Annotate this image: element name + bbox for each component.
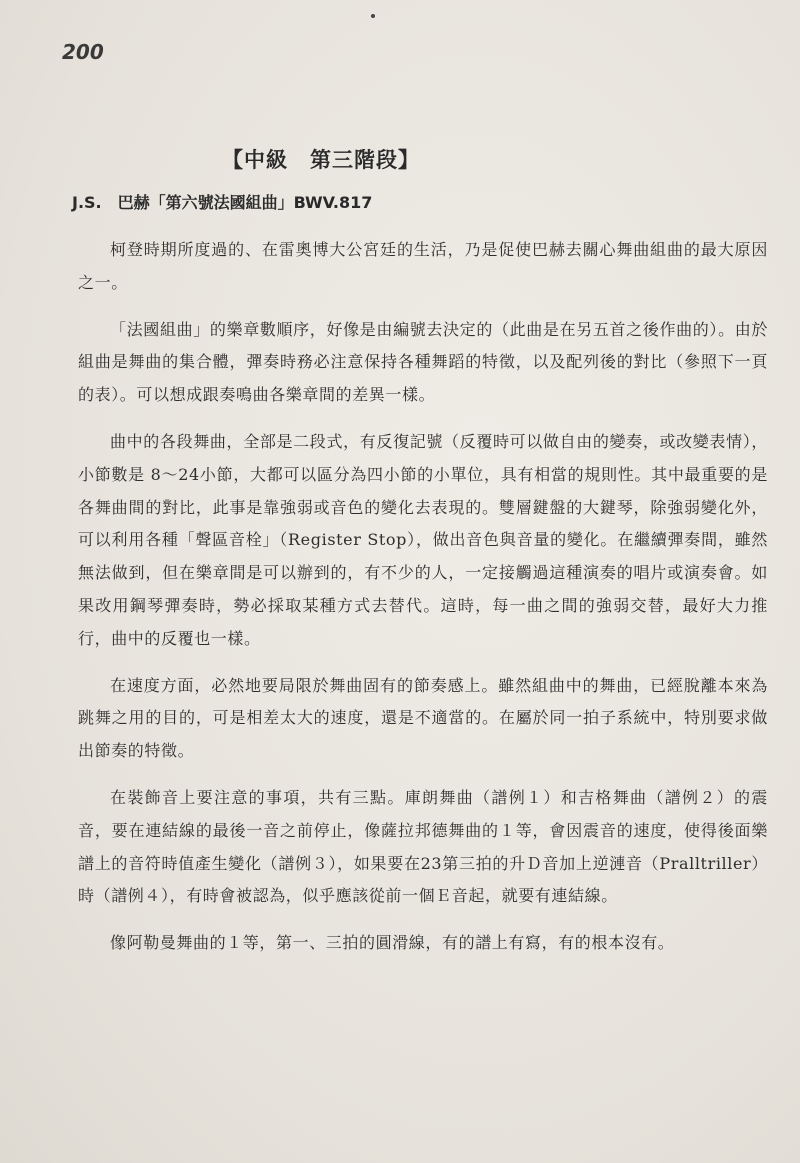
section-title: 【中級 第三階段】 [222, 148, 420, 172]
paragraph: 在速度方面，必然地要局限於舞曲固有的節奏感上。雖然組曲中的舞曲，已經脫離本來為跳舞之用的目的，可是相差太大的速度，還是不適當的。在屬於同一拍子系統中，特別要求做出節奏的特徵。 [78, 675, 768, 761]
paragraph: 曲中的各段舞曲，全部是二段式，有反復記號（反覆時可以做自由的變奏，或改變表情），小節數是 8～24小節，大都可以區分為四小節的小單位，具有相當的規則性。其中最重要的是各舞曲間的對比，此事是靠強弱或音色的變化去表現的。雙層鍵盤的大鍵琴，除強弱變化外，可以利用各種「聲區音栓」（Register Stop），做出音色與音量的變化。在繼續彈奏間，雖然無法做到，但在樂章間是可以辦到的，有不少的人，一定接觸過這種演奏的唱片或演奏會。如果改用鋼琴彈奏時，勢必採取某種方式去替代。這時，每一曲之間的強弱交替，最好大力推行，曲中的反覆也一樣。 [78, 431, 768, 648]
paragraph: 像阿勒曼舞曲的１等，第一、三拍的圓滑線，有的譜上有寫，有的根本沒有。 [110, 933, 675, 953]
body-text [78, 234, 768, 974]
paragraph: 柯登時期所度過的、在雷奧博大公宮廷的生活，乃是促使巴赫去關心舞曲組曲的最大原因之一。 [78, 240, 768, 292]
paragraph: 「法國組曲」的樂章數順序，好像是由編號去決定的（此曲是在另五首之後作曲的）。由於組曲是舞曲的集合體，彈奏時務必注意保持各種舞蹈的特徵，以及配列後的對比（參照下一頁的表）。可以想成跟奏鳴曲各樂章間的差異一樣。 [78, 319, 768, 405]
paragraph: 在裝飾音上要注意的事項，共有三點。庫朗舞曲（譜例１）和吉格舞曲（譜例２）的震音，要在連結線的最後一音之前停止，像薩拉邦德舞曲的１等，會因震音的速度，使得後面樂譜上的音符時值產生變化（譜例３），如果要在23第三拍的升Ｄ音加上逆漣音（Pralltriller）時（譜例４），有時會被認為，似乎應該從前一個Ｅ音起，就要有連結線。 [78, 787, 768, 906]
piece-title: J.S. 巴赫「第六號法國組曲」BWV.817 [72, 193, 373, 212]
page-number: 200 [62, 40, 104, 64]
print-speck [371, 14, 375, 18]
